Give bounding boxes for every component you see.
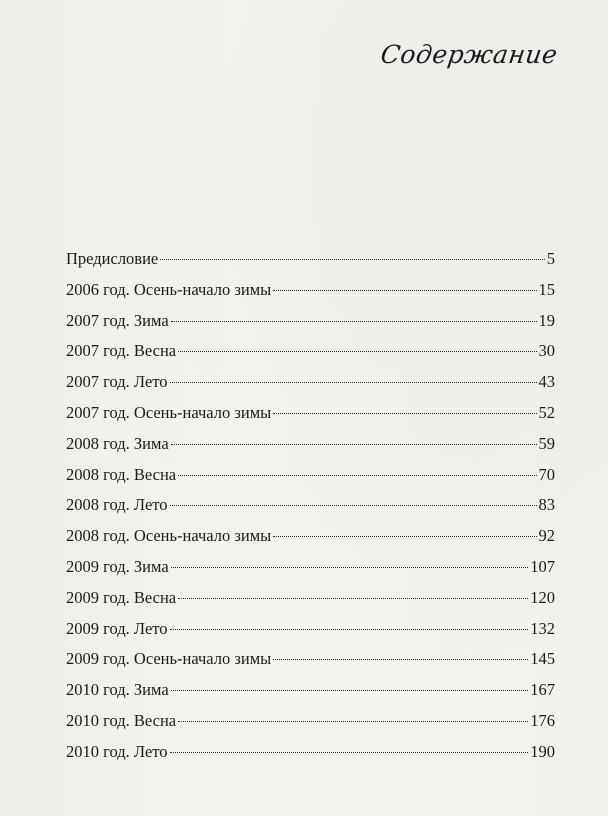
toc-entry-title: 2008 год. Осень-начало зимы <box>66 526 272 546</box>
table-of-contents <box>66 244 555 768</box>
toc-entry-title: 2010 год. Весна <box>66 710 177 730</box>
toc-entry <box>66 336 555 367</box>
dot-leader <box>273 413 536 414</box>
dot-leader <box>273 659 528 660</box>
toc-entry-title: 2006 год. Осень-начало зимы <box>66 279 272 299</box>
toc-entry-page: 59 <box>538 433 555 453</box>
dot-leader <box>171 567 529 568</box>
toc-entry-page: 52 <box>538 402 555 422</box>
toc-entry-page: 167 <box>530 680 555 700</box>
toc-entry <box>66 275 555 306</box>
toc-entry <box>66 737 555 768</box>
page-title: Содержание <box>379 40 561 69</box>
toc-entry-page: 83 <box>538 495 555 515</box>
toc-entry <box>66 706 555 737</box>
toc-entry-page: 132 <box>530 618 555 638</box>
toc-entry-title: 2010 год. Зима <box>66 680 169 700</box>
toc-entry <box>66 614 555 645</box>
toc-entry-page: 30 <box>538 341 555 361</box>
toc-entry-title: Предисловие <box>66 249 159 268</box>
toc-entry-page: 120 <box>530 587 555 607</box>
dot-leader <box>170 505 537 506</box>
toc-entry <box>66 306 555 337</box>
dot-leader <box>178 475 536 476</box>
toc-entry-page: 70 <box>538 464 555 484</box>
toc-entry-page: 92 <box>538 526 555 546</box>
dot-leader <box>170 629 529 630</box>
toc-entry <box>66 429 555 460</box>
toc-entry <box>66 460 555 491</box>
toc-entry-title: 2008 год. Зима <box>66 433 169 453</box>
toc-entry <box>66 244 555 275</box>
toc-entry-title: 2008 год. Лето <box>66 495 168 515</box>
toc-entry-page: 190 <box>530 741 555 761</box>
dot-leader <box>273 290 536 291</box>
toc-entry-title: 2007 год. Лето <box>66 372 168 392</box>
toc-entry-title: 2007 год. Весна <box>66 341 177 361</box>
dot-leader <box>171 444 537 445</box>
toc-entry-title: 2007 год. Осень-начало зимы <box>66 402 272 422</box>
toc-entry-page: 176 <box>530 710 555 730</box>
toc-entry <box>66 521 555 552</box>
toc-entry-page: 107 <box>530 556 555 576</box>
toc-entry <box>66 398 555 429</box>
dot-leader <box>178 351 536 352</box>
dot-leader <box>273 536 536 537</box>
toc-entry <box>66 367 555 398</box>
dot-leader <box>170 752 529 753</box>
toc-entry <box>66 552 555 583</box>
toc-entry-page: 43 <box>538 372 555 392</box>
toc-entry-title: 2009 год. Зима <box>66 556 169 576</box>
toc-entry-title: 2009 год. Весна <box>66 587 177 607</box>
toc-entry-title: 2009 год. Лето <box>66 618 168 638</box>
dot-leader <box>171 321 537 322</box>
toc-entry-page: 15 <box>538 279 555 299</box>
toc-entry-title: 2010 год. Лето <box>66 741 168 761</box>
dot-leader <box>178 721 528 722</box>
toc-entry-title: 2008 год. Весна <box>66 464 177 484</box>
toc-entry <box>66 644 555 675</box>
toc-entry-page: 5 <box>546 249 555 268</box>
dot-leader <box>171 690 529 691</box>
toc-entry <box>66 490 555 521</box>
toc-entry-page: 145 <box>530 649 555 669</box>
toc-entry-title: 2007 год. Зима <box>66 310 169 330</box>
dot-leader <box>170 382 537 383</box>
toc-entry-title: 2009 год. Осень-начало зимы <box>66 649 272 669</box>
toc-entry <box>66 675 555 706</box>
dot-leader <box>178 598 528 599</box>
toc-entry-page: 19 <box>538 310 555 330</box>
toc-entry <box>66 583 555 614</box>
dot-leader <box>160 259 545 260</box>
